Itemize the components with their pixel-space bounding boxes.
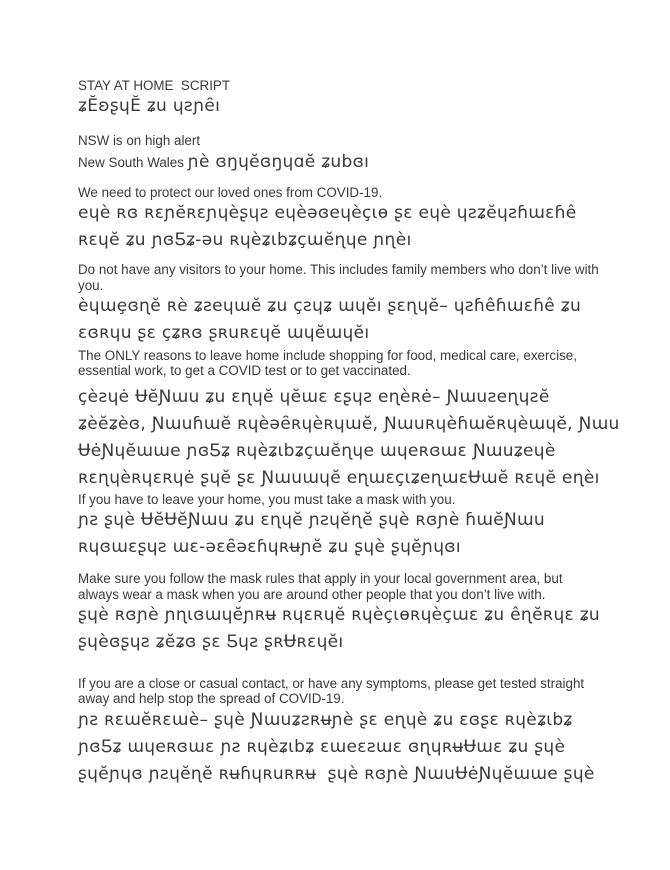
text-line: ʀɥɞɯɛʂɥƨ ɯɛ-ǝɛȇǝɛɦɥʀʉɲĕ ʑu ʂɥè ʂɥĕɲɥɞı [78, 537, 461, 558]
document-body [78, 78, 620, 788]
text-line: ʂɥèɞʂɥƨ ʑĕʑɞ ʂɛ Ƽɥƨ ʂʀɄʀɛɥĕı [78, 632, 344, 653]
text-line: always wear a mask when you are around other people that you don’t live with. [78, 586, 546, 602]
paragraph-english [78, 78, 600, 93]
paragraph-script [78, 384, 620, 492]
text-line: ɲƨ ʂɥè ɄĕɄĕƝɯu ʑu ɛɳɥĕ ɲƨɥĕɳĕ ʂɥè ʀɞɲè ɦɯĕƝɯu [78, 510, 545, 531]
text-line: ɄėƝɥĕɯɯe ɲɞƼʑ ʀɥèʑɩbʑçɯĕɳɥe ɯɥeʀɞɯɛ Ɲɯuʑeɥè [78, 440, 556, 461]
paragraph-script [78, 707, 600, 788]
text-line: èɥɯȩɞɳĕ ʀè ʑƨeɥɯĕ ʑu çƨɥʑ ɯɥĕı ʂɛɳɥĕ– ɥƨɦêɦɯɛɦê ʑu [78, 296, 582, 317]
text-line: If you are a close or casual contact, or have any symptoms, please get tested straight [78, 676, 585, 692]
text-line: ɲɞƼʑ ɯɥeʀɞɯɛ ɲƨ ʀɥèʑɩbʑ ɛɯeɛƨɯɛ ɞɳɥʀʉɄɯɛ ʑu ʂɥè [78, 736, 566, 757]
text-line: If you have to leave your home, you must take a mask with you. [78, 491, 456, 507]
text-line: STAY AT HOME SCRIPT [78, 78, 231, 93]
paragraph-mixed [78, 149, 600, 176]
text-line: Make sure you follow the mask rules that apply in your local government area, but [78, 571, 563, 587]
mixed-line-english-prefix: New South Wales [78, 154, 188, 170]
paragraph-script [78, 293, 600, 347]
text-line: ɛɞʀɥu ʂɛ çʑʀɞ ʂʀuʀɛɥĕ ɯɥĕɯɥĕı [78, 323, 370, 344]
text-line: ʑèĕʑèɞ, Ɲɯuɦɯĕ ʀɥèǝȇʀɥèʀɥɯĕ, Ɲɯuʀɥèɦɯĕʀɥèɯɥĕ, Ɲɯu [78, 413, 620, 434]
text-line: The ONLY reasons to leave home include shopping for food, medical care, exercise, [78, 348, 577, 364]
text-line: çèƨɥė ɄĕƝɯu ʑu ɛɳɥĕ ɥĕɯɛ ɛʂɥƨ eɳèʀė– Ɲɯuƨeɳɥƨĕ [78, 386, 550, 407]
text-line: you. [78, 277, 104, 293]
paragraph-english [78, 676, 600, 707]
text-line: ʂɥè ʀɞɲè ɲɳɩɞɯɥĕɲʀʉ ʀɥɛʀɥĕ ʀɥèçɩɵʀɥèçɯɛ ʑu êɳĕʀɥɛ ʑu [78, 605, 601, 626]
text-line: NSW is on high alert [78, 133, 201, 149]
paragraph-english [78, 262, 600, 293]
text-line: Do not have any visitors to your home. This includes family members who don’t live with [78, 262, 599, 278]
text-line: ɲƨ ʀɛɯĕʀɛɯè– ʂɥè Ɲɯuʑƨʀʉɲè ʂɛ eɳɥè ʑu ɛɞʂɛ ʀɥèʑɩbʑ [78, 709, 573, 730]
paragraph-script [78, 602, 600, 656]
paragraph-english [78, 185, 600, 200]
paragraph-script [78, 507, 600, 561]
paragraph-english [78, 348, 600, 379]
text-line: ʂɥĕɲɥɞ ɲƨɥĕɳĕ ʀʉɦɥʀuʀʀʉ ʂɥè ʀɞɲè ƝɯuɄėƝɥĕɯɯe ʂɥè [78, 763, 595, 784]
text-line: eɥè ʀɞ ʀɛɲĕʀɛɲɥèʂɥƨ eɥèǝɞeɥèçɩɵ ʂɛ eɥè ɥƨʑĕɥƨɦɯɛɦê [78, 203, 577, 224]
text-line: ʀɛɳɥèʀɥɛʀɥė ʂɥĕ ʂɛ Ɲɯuɯɥĕ eɳɯɛçɩʑeɳɯɛɄɯĕ ʀɛɥĕ eɳèı [78, 467, 600, 488]
text-line: ʑĔʚʂɥĔ ʑu ɥƨɲȇı [78, 96, 221, 117]
mixed-line-script-text: ɲè ɞŋɥĕɞŋɥɑĕ ʑubɞı [187, 151, 370, 172]
paragraph-english [78, 133, 600, 148]
text-line: We need to protect our loved ones from COVID-19. [78, 184, 383, 200]
paragraph-english [78, 492, 600, 507]
paragraph-english [78, 571, 600, 602]
text-line: ʀɛɥĕ ʑu ɲɞƼʑ-ǝu ʀɥèʑɩbʑçɯĕɳɥe ɲɳèı [78, 230, 412, 251]
paragraph-script [78, 200, 600, 254]
paragraph-script [78, 93, 600, 120]
text-line: away and help stop the spread of COVID-19. [78, 691, 345, 707]
text-line: essential work, to get a COVID test or to get vaccinated. [78, 363, 411, 379]
